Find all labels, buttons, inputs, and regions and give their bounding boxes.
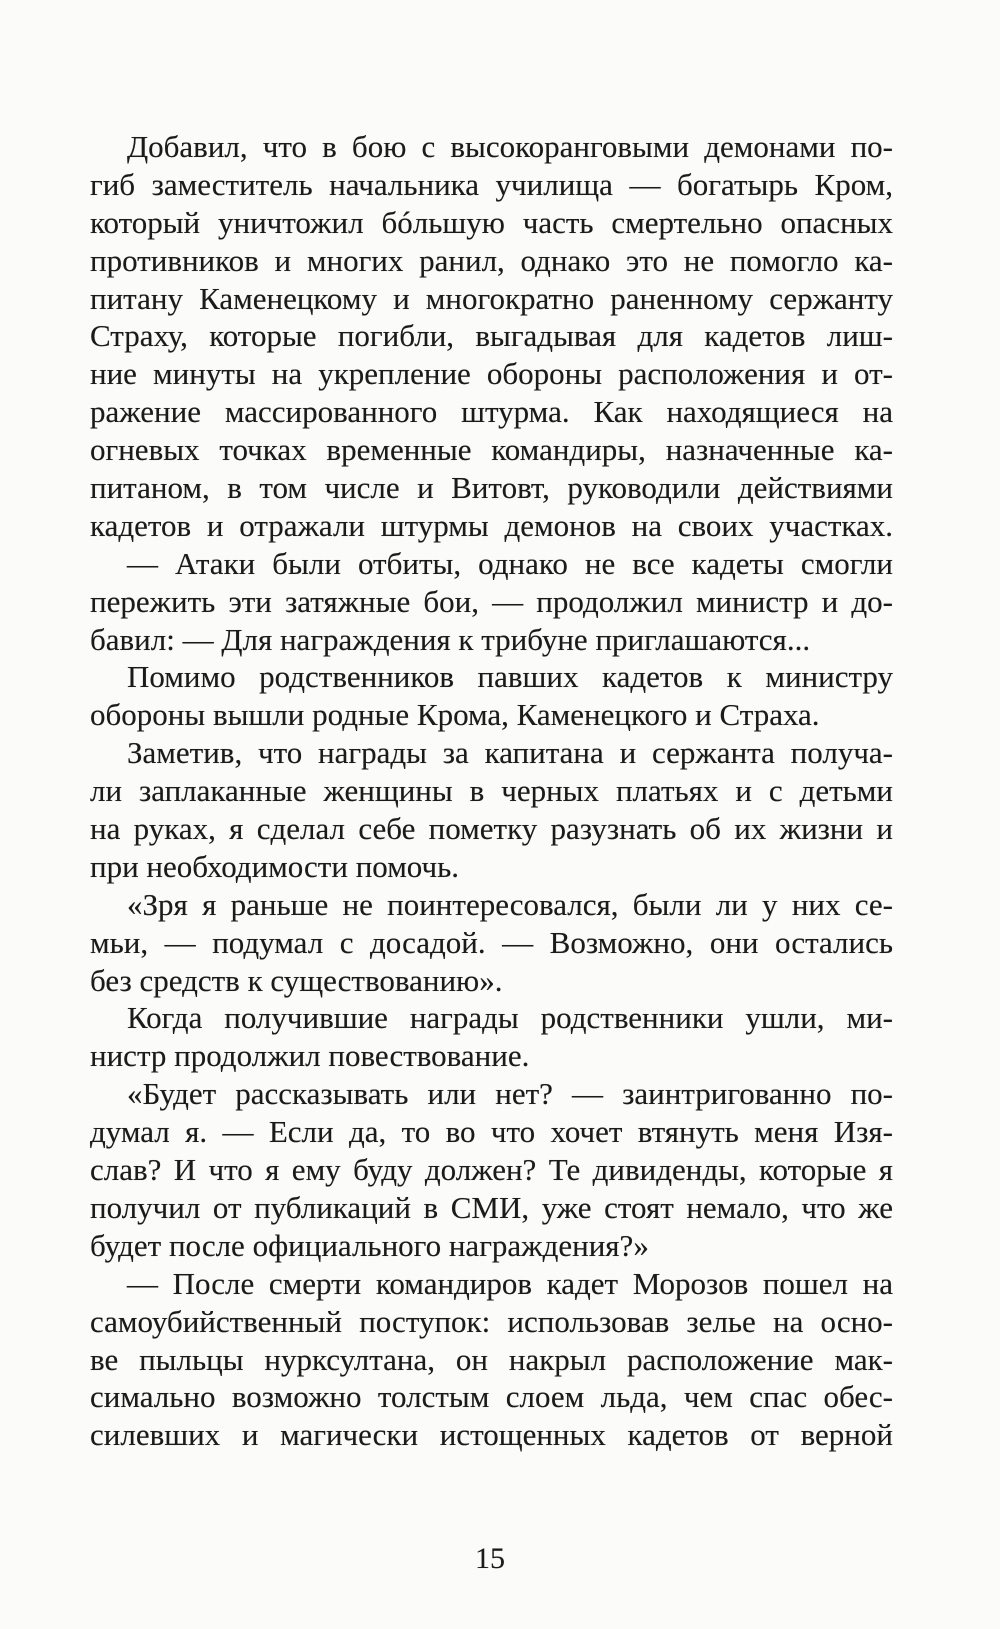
paragraph	[90, 658, 893, 734]
paragraph	[90, 128, 893, 545]
paragraph	[90, 1075, 893, 1264]
text-line: Страху, которые погибли, выгадывая для кадетов лиш-	[90, 318, 893, 354]
text-line: Когда получившие награды родственники ушли, ми-	[127, 1000, 893, 1036]
body-text	[90, 128, 893, 1454]
text-line: «Будет рассказывать или нет? — заинтригованно по-	[127, 1076, 893, 1112]
text-line: ве пыльцы нурксултана, он накрыл расположение мак-	[90, 1341, 893, 1377]
text-line: — После смерти командиров кадет Морозов пошел на	[127, 1265, 893, 1301]
text-line: бавил: — Для награждения к трибуне приглашаются...	[90, 621, 811, 657]
text-line: противников и многих ранил, однако это не помогло ка-	[90, 242, 893, 278]
text-line: Добавил, что в бою с высокоранговыми демонами по-	[127, 129, 893, 164]
text-line: «Зря я раньше не поинтересовался, были ли у них се-	[127, 886, 893, 922]
text-line: на руках, я сделал себе пометку разузнать об их жизни и	[90, 811, 893, 847]
paragraph	[90, 734, 893, 886]
text-line: гиб заместитель начальника училища — богатырь Кром,	[90, 166, 893, 202]
text-line: Заметив, что награды за капитана и сержанта получа-	[127, 735, 893, 771]
paragraph	[90, 1265, 893, 1454]
text-line: без средств к существованию».	[90, 962, 503, 998]
text-line: мьи, — подумал с досадой. — Возможно, они остались	[90, 924, 893, 960]
text-line: ражение массированного штурма. Как находящиеся на	[90, 394, 893, 430]
paragraph	[90, 886, 893, 1000]
text-line: обороны вышли родные Крома, Каменецкого и Страха.	[90, 697, 820, 733]
text-line: ние минуты на укрепление обороны расположения и от-	[90, 356, 893, 392]
text-line: нистр продолжил повествование.	[90, 1038, 530, 1074]
text-line: силевших и магически истощенных кадетов от верной	[90, 1417, 893, 1453]
text-line: симально возможно толстым слоем льда, чем спас обес-	[90, 1379, 893, 1415]
text-line: будет после официального награждения?»	[90, 1227, 649, 1263]
text-line: думал я. — Если да, то во что хочет втянуть меня Изя-	[90, 1114, 893, 1150]
text-line: огневых точках временные командиры, назначенные ка-	[90, 432, 893, 468]
text-line: который уничтожил бóльшую часть смертельно опасных	[90, 204, 893, 240]
text-line: питану Каменецкому и многократно раненному сержанту	[90, 280, 893, 316]
text-line: самоубийственный поступок: использовав зелье на осно-	[90, 1303, 893, 1339]
page-number: 15	[475, 1542, 505, 1575]
text-line: кадетов и отражали штурмы демонов на своих участках.	[90, 507, 893, 543]
text-line: получил от публикаций в СМИ, уже стоят немало, что же	[90, 1189, 893, 1225]
text-line: пережить эти затяжные бои, — продолжил министр и до-	[90, 583, 893, 619]
paragraph	[90, 999, 893, 1075]
text-line: ли заплаканные женщины в черных платьях и с детьми	[90, 773, 893, 809]
text-line: слав? И что я ему буду должен? Те дивиденды, которые я	[90, 1152, 893, 1188]
text-line: — Атаки были отбиты, однако не все кадеты смогли	[127, 545, 893, 581]
paragraph	[90, 545, 893, 659]
text-line: Помимо родственников павших кадетов к министру	[127, 659, 893, 695]
text-line: при необходимости помочь.	[90, 848, 459, 884]
text-line: питаном, в том числе и Витовт, руководили действиями	[90, 470, 893, 506]
